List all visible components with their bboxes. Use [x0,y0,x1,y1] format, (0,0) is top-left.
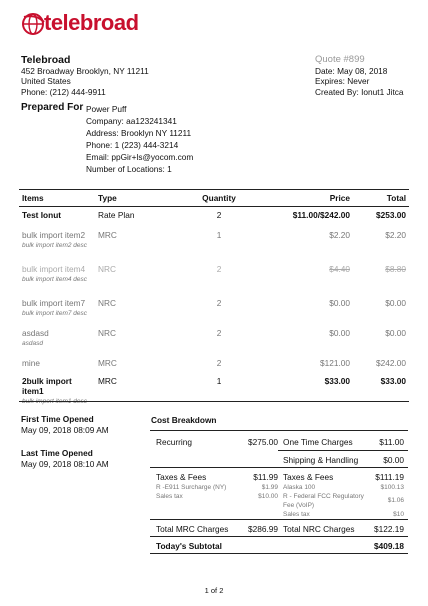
page-number: 1 of 2 [204,586,224,595]
table-row [19,325,409,355]
company-name: Telebroad [21,54,71,66]
table-row [19,227,409,261]
divider [278,450,408,451]
table-row [19,261,409,295]
header-total: Total [353,190,409,207]
item-name: bulk import item4 [22,263,86,274]
mrc-taxes-label: Taxes & Fees [156,472,207,482]
quote-number: Quote #899 [315,54,365,65]
item-total: $8.80 [385,263,406,274]
client-email: Email: ppGir+ls@yocom.com [86,152,194,162]
item-price: $0.00 [329,297,350,308]
item-type: MRC [98,375,117,386]
table-row [19,355,409,373]
mrc-tax-1-label: R -E911 Surcharge (NY) [156,484,227,491]
client-company: Company: aa123241341 [86,116,177,126]
mrc-tax-1-value: $1.99 [261,484,278,491]
item-total: $242.00 [376,357,406,368]
item-type: Rate Plan [98,210,135,220]
item-total: $253.00 [376,210,406,220]
item-desc: bulk import item4 desc [22,275,88,283]
shipping-value: $0.00 [383,455,404,465]
item-type: NRC [98,263,116,274]
item-total: $33.00 [380,375,406,386]
item-price: $33.00 [324,375,350,386]
item-price: $4.40 [329,263,350,274]
item-type: MRC [98,229,117,240]
divider [150,519,408,520]
first-opened-label: First Time Opened [21,414,94,424]
quote-expires: Expires: Never [315,76,370,87]
table-row [19,295,409,325]
shipping-label: Shipping & Handling [283,455,359,465]
globe-icon [22,12,46,36]
nrc-taxes-value: $111.19 [375,472,404,482]
prepared-for-label: Prepared For [21,102,84,113]
items-table [19,189,409,405]
item-name: bulk import item7 [22,297,86,308]
nrc-tax-2-label: R - Federal FCC Regulatory [283,493,364,500]
total-mrc-label: Total MRC Charges [156,524,229,534]
header-type: Type [95,190,181,207]
item-total: $0.00 [385,327,406,338]
client-phone: Phone: 1 (223) 444-3214 [86,140,179,150]
item-desc: asdasd [22,339,43,347]
divider [150,430,408,431]
item-price: $2.20 [329,229,350,240]
quote-info [315,54,404,97]
item-qty: 1 [216,229,222,240]
recurring-label: Recurring [156,437,192,447]
item-price: $11.00/$242.00 [292,210,350,220]
table-row [19,207,409,227]
table-bottom-divider [19,401,409,402]
telebroad-logo [22,10,139,44]
item-name: 2bulk import item1 [22,375,72,396]
subtotal-value: $409.18 [374,541,404,551]
item-type: MRC [98,357,117,368]
mrc-taxes-value: $11.99 [253,472,278,482]
company-country: United States [21,76,71,87]
total-mrc-value: $286.99 [248,524,278,534]
item-price: $121.00 [320,357,350,368]
item-name: Test Ionut [22,210,62,220]
first-opened-value: May 09, 2018 08:09 AM [21,425,109,435]
item-type: NRC [98,297,116,308]
item-qty: 2 [216,327,222,338]
prepared-for-details [86,103,193,175]
quote-date: Date: May 08, 2018 [315,66,388,76]
item-total: $2.20 [385,229,406,240]
first-opened [21,414,109,436]
company-info [21,54,149,97]
client-name: Power Puff [86,104,127,114]
mrc-tax-2-label: Sales tax [156,493,183,500]
item-qty: 1 [216,375,222,386]
last-opened-label: Last Time Opened [21,448,93,458]
item-desc: bulk import item7 desc [22,309,88,317]
item-name: bulk import item2 [22,229,86,240]
logo-text: telebroad [44,10,139,35]
nrc-tax-2b-label: Fee (VoIP) [283,502,315,509]
divider [150,553,408,554]
mrc-tax-2-value: $10.00 [258,493,278,500]
last-opened [21,448,109,470]
nrc-tax-3-label: Sales tax [283,511,310,518]
company-phone: Phone: (212) 444-9911 [21,86,106,97]
last-opened-value: May 09, 2018 08:10 AM [21,459,109,469]
header-items: Items [19,190,95,207]
recurring-value: $275.00 [248,437,278,447]
item-name: mine [22,357,40,368]
one-time-label: One Time Charges [283,437,353,447]
company-address: 452 Broadway Brooklyn, NY 11211 [21,66,149,76]
table-row [19,373,409,405]
header-price: Price [257,190,353,207]
items-header-row [19,190,409,207]
item-qty: 2 [216,357,222,368]
one-time-value: $11.00 [379,437,404,447]
item-total: $0.00 [385,297,406,308]
total-nrc-value: $122.19 [374,524,404,534]
divider [150,467,408,468]
client-address: Address: Brooklyn NY 11211 [86,128,192,138]
nrc-tax-1-value: $100.13 [380,484,404,491]
nrc-tax-2-value: $1.06 [387,497,404,504]
total-nrc-label: Total NRC Charges [283,524,355,534]
divider [150,536,408,537]
item-price: $0.00 [329,327,350,338]
item-qty: 2 [216,297,222,308]
item-type: NRC [98,327,116,338]
nrc-tax-1-label: Alaska 100 [283,484,316,491]
item-desc: bulk import item2 desc [22,241,88,249]
item-qty: 2 [216,210,222,220]
quote-created-by: Created By: Ionut1 Jitca [315,86,404,97]
nrc-taxes-label: Taxes & Fees [283,472,334,482]
header-quantity: Quantity [181,190,257,207]
item-name: asdasd [22,327,49,338]
subtotal-label: Today's Subtotal [156,541,222,551]
item-qty: 2 [216,263,222,274]
cost-breakdown-title: Cost Breakdown [151,415,217,425]
nrc-tax-3-value: $10 [393,511,404,518]
client-locations: Number of Locations: 1 [86,164,172,174]
